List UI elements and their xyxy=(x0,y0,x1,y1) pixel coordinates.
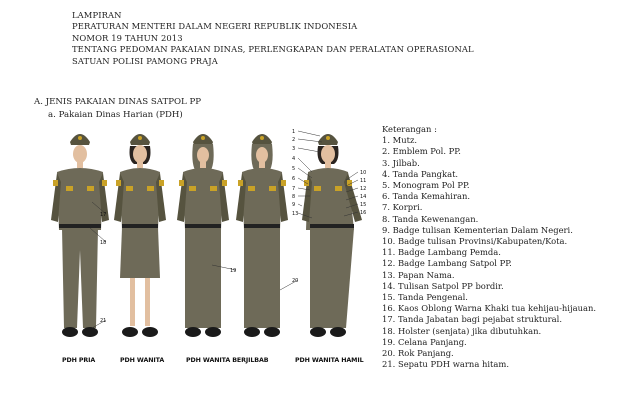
header-line: TENTANG PEDOMAN PAKAIAN DINAS, PERLENGKAPAN DAN PERALATAN OPERASIONAL xyxy=(72,44,474,55)
legend-item: 9. Badge tulisan Kementerian Dalam Negeri. xyxy=(382,224,573,235)
badge-icon xyxy=(126,186,133,191)
sleeve-badge-icon xyxy=(238,180,243,186)
sleeve-badge-icon xyxy=(179,180,184,186)
caption-pdh-pria: PDH PRIA xyxy=(62,357,96,364)
section-title: A. JENIS PAKAIAN DINAS SATPOL PP xyxy=(34,97,202,107)
face-shape xyxy=(197,147,209,163)
shoe-shape xyxy=(264,327,280,337)
caption-pdh-wanita: PDH WANITA xyxy=(120,357,165,364)
legend-item: 2. Emblem Pol. PP. xyxy=(382,146,461,157)
header-line: LAMPIRAN xyxy=(72,10,122,20)
callout-number: 1 xyxy=(292,129,296,135)
cap-emblem-icon xyxy=(260,136,264,140)
legend-item: 13. Papan Nama. xyxy=(382,269,455,280)
legend-item: 1. Mutz. xyxy=(382,135,418,146)
cap-emblem-icon xyxy=(78,136,82,140)
callout-number: 3 xyxy=(292,146,296,152)
trousers-shape xyxy=(62,228,98,328)
face-shape xyxy=(256,147,268,163)
sleeve-badge-icon xyxy=(116,180,121,186)
header-line: PERATURAN MENTERI DALAM NEGERI REPUBLIK INDONESIA xyxy=(72,21,358,32)
legend-item: 15. Tanda Pengenal. xyxy=(382,292,468,303)
sleeve-badge-icon xyxy=(102,180,107,186)
callout-number: 15 xyxy=(360,202,367,208)
legend-item: 8. Tanda Kewenangan. xyxy=(382,213,479,224)
callout-number: 6 xyxy=(292,176,296,182)
long-skirt-shape xyxy=(185,228,221,328)
belt-shape xyxy=(59,224,101,228)
callout-line xyxy=(298,204,302,206)
neck-shape xyxy=(137,162,143,168)
belt-shape xyxy=(122,224,158,228)
long-skirt-shape xyxy=(244,228,280,328)
legend-item: 4. Tanda Pangkat. xyxy=(382,168,459,179)
legend-item: 21. Sepatu PDH warna hitam. xyxy=(382,359,510,370)
callout-number: 4 xyxy=(292,156,296,162)
sleeve-badge-icon xyxy=(222,180,227,186)
callout-number: 12 xyxy=(360,186,367,192)
section-subtitle: a. Pakaian Dinas Harian (PDH) xyxy=(48,110,183,120)
callout-number: 14 xyxy=(360,194,367,200)
legend-item: 3. Jilbab. xyxy=(382,157,420,168)
neck-shape xyxy=(325,162,331,168)
shoe-shape xyxy=(185,327,201,337)
callout-line xyxy=(298,148,320,152)
belt-shape xyxy=(244,224,280,228)
shoe-shape xyxy=(205,327,221,337)
shirt-shape xyxy=(242,168,282,230)
badge-icon xyxy=(269,186,276,191)
legend-item: 20. Rok Panjang. xyxy=(382,348,454,359)
long-skirt-shape xyxy=(310,228,354,328)
shoe-shape xyxy=(244,327,260,337)
legend-item: 19. Celana Panjang. xyxy=(382,336,467,347)
shoe-shape xyxy=(142,327,158,337)
shoe-shape xyxy=(330,327,346,337)
legend-item: 6. Tanda Kemahiran. xyxy=(382,191,471,202)
legend-item: 17. Tanda Jabatan bagi pejabat struktural. xyxy=(382,314,563,325)
callout-number: 7 xyxy=(292,186,296,192)
skirt-shape xyxy=(120,228,160,278)
neck-shape xyxy=(259,162,265,168)
callout-number: 10 xyxy=(360,170,367,176)
shirt-shape xyxy=(183,168,223,230)
callout-number: 13 xyxy=(292,211,299,217)
caption-pdh-wanita-hamil: PDH WANITA HAMIL xyxy=(295,357,364,364)
shirt-shape xyxy=(57,168,103,230)
sleeve-badge-icon xyxy=(53,180,58,186)
neck-shape xyxy=(200,162,206,168)
shirt-shape xyxy=(120,168,160,230)
legend-item: 10. Badge tulisan Provinsi/Kabupaten/Kota. xyxy=(382,236,568,247)
callout-number: 17 xyxy=(100,212,107,218)
caption-pdh-wanita-berjilbab: PDH WANITA BERJILBAB xyxy=(186,357,269,364)
face-shape xyxy=(321,145,335,163)
badge-icon xyxy=(335,186,342,191)
neck-shape xyxy=(77,162,83,168)
callout-number: 19 xyxy=(230,268,237,274)
belt-shape xyxy=(310,224,354,228)
sleeve-badge-icon xyxy=(281,180,286,186)
legend-item: 18. Holster (senjata) jika dibutuhkan. xyxy=(382,325,542,336)
callout-number: 5 xyxy=(292,166,296,172)
badge-icon xyxy=(314,186,321,191)
leg-shape xyxy=(145,278,150,326)
badge-icon xyxy=(248,186,255,191)
callout-number: 8 xyxy=(292,194,296,200)
cap-emblem-icon xyxy=(326,136,330,140)
callout-number: 9 xyxy=(292,202,296,208)
legend xyxy=(382,124,596,370)
badge-icon xyxy=(66,186,73,191)
legend-item: 12. Badge Lambang Satpol PP. xyxy=(382,258,512,269)
shoe-shape xyxy=(82,327,98,337)
callout-line xyxy=(298,131,320,136)
callout-number: 16 xyxy=(360,210,367,216)
callout-number: 20 xyxy=(292,278,299,284)
badge-icon xyxy=(147,186,154,191)
legend-item: 16. Kaos Oblong Warna Khaki tua kehijau-hijauan. xyxy=(382,303,597,314)
callout-line xyxy=(298,139,322,142)
legend-item: 5. Monogram Pol PP. xyxy=(382,180,470,191)
callout-line xyxy=(298,158,312,172)
callout-number: 21 xyxy=(100,318,107,324)
face-shape xyxy=(73,145,87,163)
cap-emblem-icon xyxy=(138,136,142,140)
face-shape xyxy=(133,145,147,163)
cap-emblem-icon xyxy=(201,136,205,140)
shoe-shape xyxy=(310,327,326,337)
legend-title: Keterangan : xyxy=(382,124,437,134)
callout-number: 2 xyxy=(292,137,296,143)
shoe-shape xyxy=(62,327,78,337)
header-line: SATUAN POLISI PAMONG PRAJA xyxy=(72,55,218,66)
legend-item: 7. Korpri. xyxy=(382,202,423,213)
badge-icon xyxy=(189,186,196,191)
shoe-shape xyxy=(122,327,138,337)
callout-number: 18 xyxy=(100,240,107,246)
sleeve-badge-icon xyxy=(159,180,164,186)
belt-shape xyxy=(185,224,221,228)
document-header xyxy=(72,10,474,67)
legend-item: 14. Tulisan Satpol PP bordir. xyxy=(382,280,504,291)
callout-number: 11 xyxy=(360,178,367,184)
badge-icon xyxy=(210,186,217,191)
header-line: NOMOR 19 TAHUN 2013 xyxy=(72,32,183,43)
badge-icon xyxy=(87,186,94,191)
legend-item: 11. Badge Lambang Pemda. xyxy=(382,247,501,258)
legend-list xyxy=(382,135,596,370)
leg-shape xyxy=(130,278,135,326)
